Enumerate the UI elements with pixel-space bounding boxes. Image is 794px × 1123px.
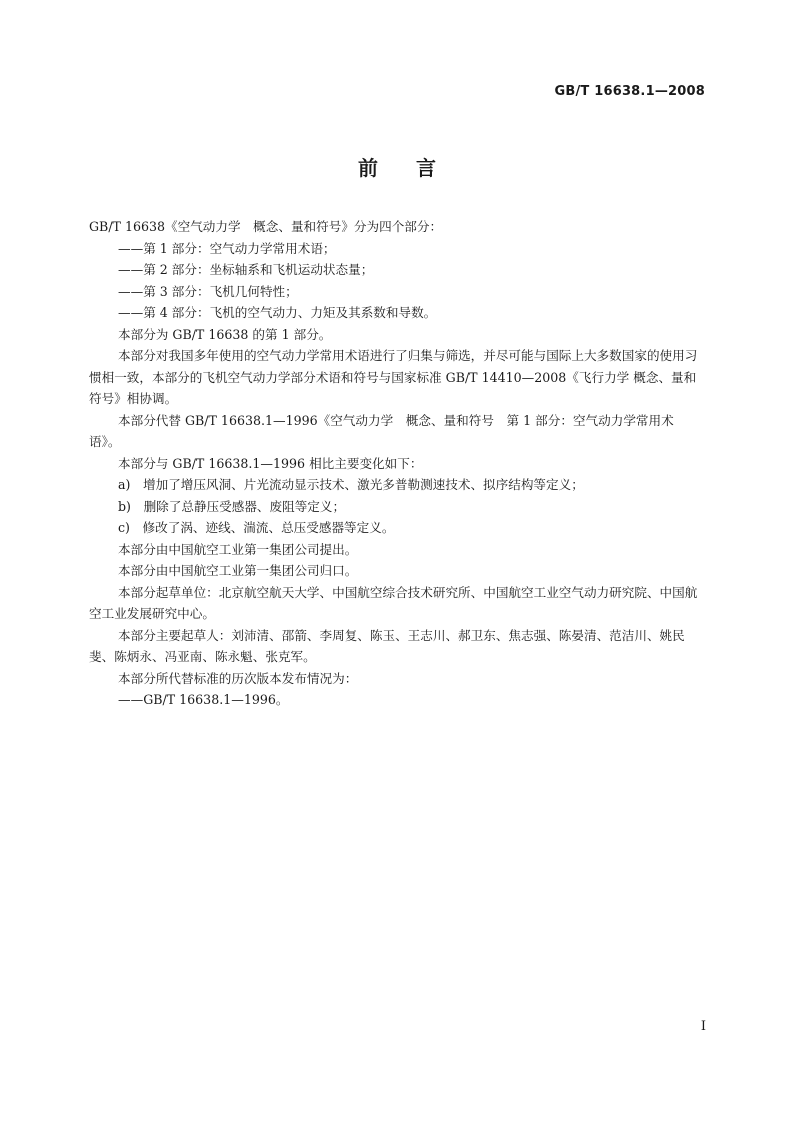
this-part-paragraph: 本部分为 GB/T 16638 的第 1 部分。 [118, 326, 332, 342]
page-title: 前言 [358, 156, 474, 180]
proposed-paragraph: 本部分由中国航空工业第一集团公司提出。 [118, 541, 358, 557]
part-2-text: 第 2 部分：坐标轴系和飞机运动状态量； [143, 262, 374, 277]
standard-code: GB/T 16638.1—2008 [554, 84, 705, 99]
page-number: I [700, 1019, 706, 1034]
drafting-units-paragraph: 本部分起草单位：北京航空航天大学、中国航空综合技术研究所、中国航空工业空气动力研究院、中国航空工业发展研究中心。 [89, 584, 698, 621]
history-intro-paragraph: 本部分所代替标准的历次版本发布情况为： [118, 670, 358, 686]
intro-paragraph: GB/T 16638《空气动力学 概念、量和符号》分为四个部分： [89, 219, 443, 234]
harmonize-paragraph: 本部分对我国多年使用的空气动力学常用术语进行了归集与筛选，并尽可能与国际上大多数国家的使用习惯相一致，本部分的飞机空气动力学部分术语和符号与国家标准 GB/T 14410—2008《飞行力学 概念、量和符号》相协调。 [89, 348, 698, 406]
drafters-paragraph: 本部分主要起草人：刘沛清、邵箭、李周复、陈玉、王志川、郝卫东、焦志强、陈晏清、范洁川、姚民斐、陈炳永、冯亚南、陈永魁、张克军。 [89, 627, 685, 664]
history-1-text: GB/T 16638.1—1996。 [143, 692, 289, 707]
part-list-item [89, 281, 705, 303]
history-list-item [89, 689, 705, 711]
change-item-a: a) 增加了增压风洞、片光流动显示技术、激光多普勒测速技术、拟序结构等定义； [118, 477, 584, 492]
document-body [89, 216, 705, 711]
change-item-c: c) 修改了涡、迹线、湍流、总压受感器等定义。 [118, 520, 395, 535]
change-item-b: b) 删除了总静压受感器、废阻等定义； [118, 498, 346, 514]
replaces-paragraph: 本部分代替 GB/T 16638.1—1996《空气动力学 概念、量和符号 第 1 部分：空气动力学常用术语》。 [89, 412, 674, 449]
part-1-text: 第 1 部分：空气动力学常用术语； [143, 240, 336, 256]
part-list-item [89, 259, 705, 281]
part-list-item [89, 302, 705, 324]
managed-paragraph: 本部分由中国航空工业第一集团公司归口。 [118, 563, 358, 578]
part-3-text: 第 3 部分：飞机几何特性； [143, 283, 298, 299]
part-4-text: 第 4 部分：飞机的空气动力、力矩及其系数和导数。 [143, 305, 437, 320]
changes-intro-paragraph: 本部分与 GB/T 16638.1—1996 相比主要变化如下： [118, 455, 423, 471]
part-list-item [89, 238, 705, 260]
